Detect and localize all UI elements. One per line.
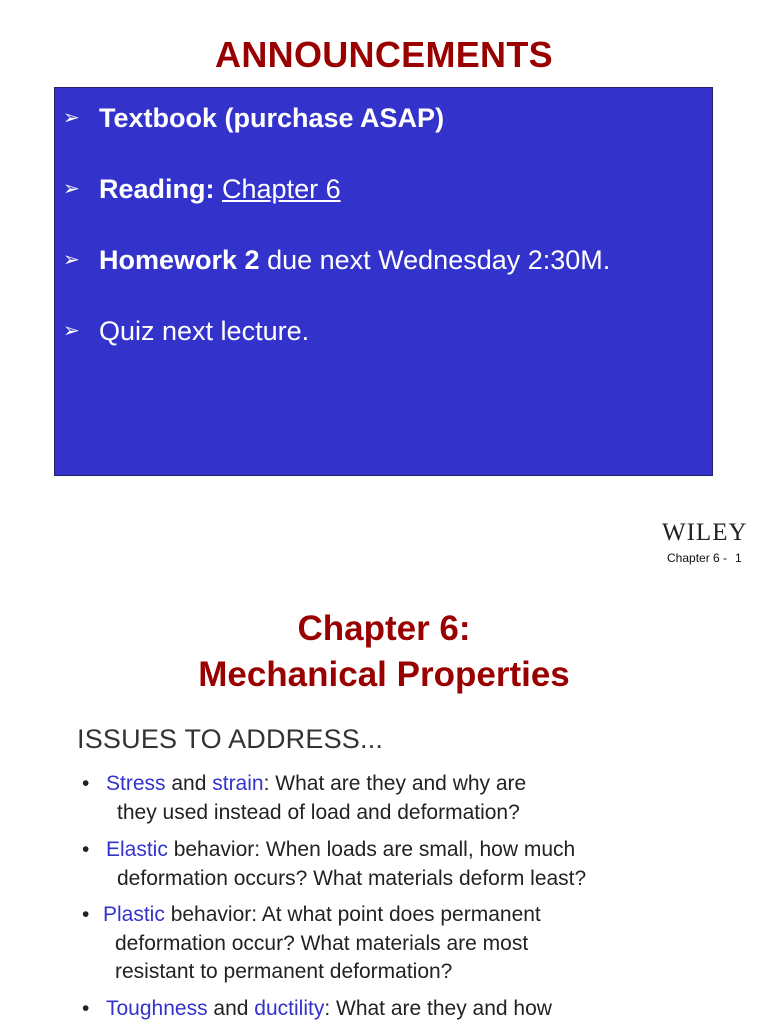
term-ductility: ductility	[254, 997, 325, 1020]
issue-text: deformation occurs? What materials deform least?	[117, 866, 587, 890]
slide-number	[667, 551, 742, 565]
announcement-item-homework	[55, 240, 705, 280]
issue-bullet-toughness	[82, 995, 722, 1024]
bullet-dot-icon: •	[82, 772, 90, 795]
announcement-reading-label: Reading:	[99, 174, 223, 204]
arrow-bullet-icon: ➢	[63, 107, 80, 129]
announcement-textbook-label: Textbook (purchase ASAP)	[99, 103, 445, 133]
issue-bullet-plastic	[82, 901, 722, 987]
chapter-title-line2: Mechanical Properties	[198, 655, 570, 694]
bullet-dot-icon: •	[82, 903, 90, 926]
bullet-dot-icon: •	[82, 997, 90, 1020]
term-stress: Stress	[106, 772, 166, 795]
chapter-title	[0, 606, 768, 698]
joiner-text: and	[165, 772, 213, 795]
announcement-item-quiz	[55, 311, 705, 351]
arrow-bullet-icon: ➢	[63, 178, 80, 200]
announcements-box	[54, 87, 713, 476]
slide-number-value: 1	[735, 551, 742, 565]
arrow-bullet-icon: ➢	[63, 320, 80, 342]
joiner-text: and	[207, 997, 255, 1020]
issue-text: behavior: When loads are small, how much	[167, 838, 576, 861]
announcement-item-reading	[55, 169, 705, 209]
issue-text: they used instead of load and deformation?	[117, 800, 520, 824]
issue-bullet-stress	[82, 770, 722, 827]
wiley-logo: WILEY	[662, 519, 748, 546]
term-plastic: Plastic	[103, 903, 165, 926]
announcement-homework-label: Homework 2	[99, 245, 260, 275]
issue-text: : What are they and how	[324, 997, 552, 1020]
issue-bullet-elastic	[82, 836, 722, 893]
issue-text: : What are they and why are	[263, 772, 527, 795]
term-strain: strain	[212, 772, 264, 795]
announcements-title: ANNOUNCEMENTS	[215, 34, 553, 75]
chapter-6-link[interactable]: Chapter 6	[222, 174, 341, 204]
issue-text: resistant to permanent deformation?	[115, 960, 453, 983]
issue-text: deformation occur? What materials are most	[115, 931, 529, 955]
bullet-dot-icon: •	[82, 838, 90, 861]
issues-heading: ISSUES TO ADDRESS...	[77, 724, 384, 754]
chapter-title-line1: Chapter 6:	[297, 609, 471, 648]
slide-number-label: Chapter 6 -	[667, 551, 728, 565]
announcement-item-textbook	[55, 98, 705, 138]
announcement-quiz-text: Quiz next lecture.	[99, 316, 310, 346]
term-elastic: Elastic	[106, 838, 168, 861]
issue-text: behavior: At what point does permanent	[164, 903, 541, 926]
term-toughness: Toughness	[106, 997, 208, 1020]
announcement-homework-text: due next Wednesday 2:30M.	[259, 245, 611, 275]
arrow-bullet-icon: ➢	[63, 249, 80, 271]
